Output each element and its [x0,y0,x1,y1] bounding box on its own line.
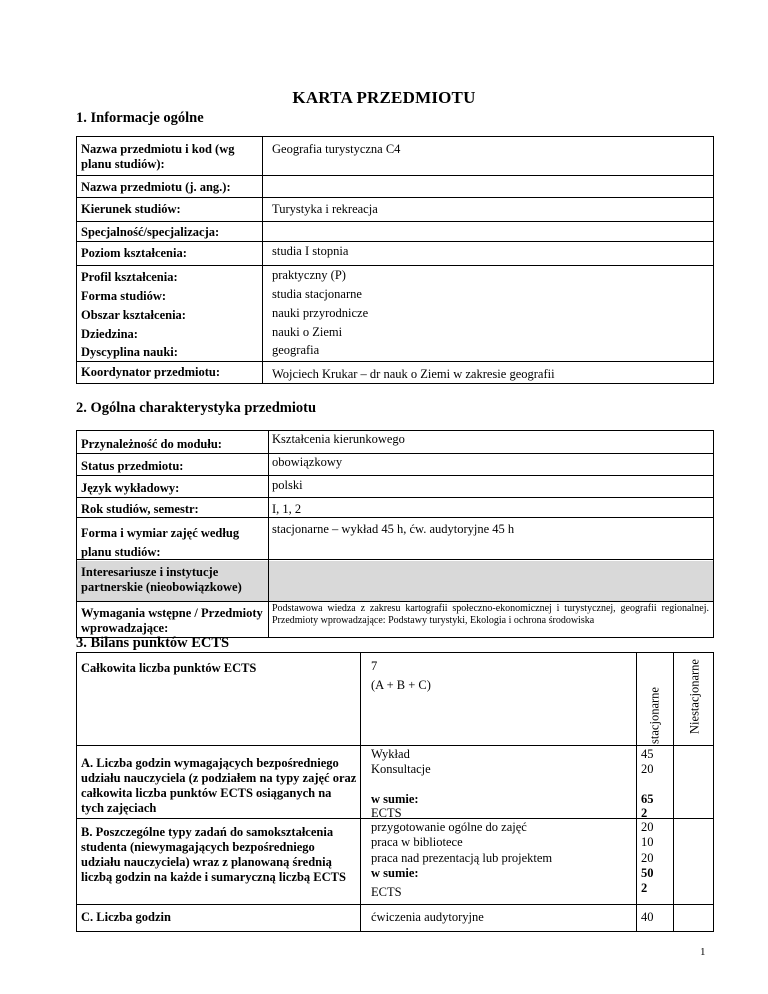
profile-label: Profil kształcenia: [81,270,178,284]
course-name-label: Nazwa przedmiotu i kod (wg planu studiów): [81,142,235,171]
ects-c-item: ćwiczenia audytoryjne [371,910,484,924]
area-label: Obszar kształcenia: [81,308,186,322]
ects-a-sum-value: 65 [641,792,654,806]
ects-table [76,652,714,932]
ects-b-value-library: 10 [641,835,654,849]
ects-a-ects-label: ECTS [371,806,402,820]
section1-heading: 1. Informacje ogólne [76,110,204,126]
ects-b-value-project: 20 [641,851,654,865]
module-label: Przynależność do modułu: [81,437,222,451]
domain-label: Dziedzina: [81,327,138,341]
field-of-study-label: Kierunek studiów: [81,202,181,216]
area-value: nauki przyrodnicze [272,306,369,320]
column-header-stacjonarne: stacjonarne [647,687,662,744]
coordinator-value: Wojciech Krukar – dr nauk o Ziemi w zakresie geografii [272,367,555,381]
ects-a-item-consultations: Konsultacje [371,762,431,776]
prerequisites-value: Podstawowa wiedza z zakresu kartografii społeczno-ekonomicznej i turystycznej, geografii regionalnej. Przedmioty wprowadzające: Podstawy turystyki, Ekologia i ochrona środowiska [272,603,709,626]
status-value: obowiązkowy [272,455,343,469]
section3-heading: 3. Bilans punktów ECTS [76,635,230,651]
class-form-value: stacjonarne – wykład 45 h, ćw. audytoryjne 45 h [272,522,515,536]
general-info-table [76,136,714,384]
ects-b-item-library: praca w bibliotece [371,835,463,849]
ects-formula: (A + B + C) [371,678,431,692]
ects-b-sum-label: w sumie: [371,866,419,880]
document-title: KARTA PRZEDMIOTU [292,88,476,107]
class-form-label: Forma i wymiar zajęć według planu studiów: [81,526,240,559]
ects-total-value: 7 [371,659,378,673]
ects-b-ects-value: 2 [641,881,648,895]
ects-c-label: C. Liczba godzin [81,910,171,924]
language-label: Język wykładowy: [81,481,180,495]
study-form-value: studia stacjonarne [272,287,362,301]
ects-a-value-consultations: 20 [641,762,654,776]
page-number: 1 [700,946,706,958]
module-value: Kształcenia kierunkowego [272,432,405,446]
language-value: polski [272,478,303,492]
ects-b-item-project: praca nad prezentacją lub projektem [371,851,553,865]
ects-a-value-lecture: 45 [641,747,654,761]
stakeholders-label: Interesariusze i instytucje partnerskie (nieobowiązkowe) [81,565,242,594]
year-semester-label: Rok studiów, semestr: [81,502,199,516]
field-of-study-value: Turystyka i rekreacja [272,202,378,216]
ects-total-label: Całkowita liczba punktów ECTS [81,661,257,675]
discipline-label: Dyscyplina nauki: [81,345,178,359]
column-header-niestacjonarne: Niestacjonarne [687,659,702,734]
ects-b-sum-value: 50 [641,866,654,880]
prerequisites-label: Wymagania wstępne / Przedmioty wprowadzające: [81,606,263,635]
education-level-label: Poziom kształcenia: [81,246,187,260]
coordinator-label: Koordynator przedmiotu: [81,365,220,379]
specialization-label: Specjalność/specjalizacja: [81,225,220,239]
course-name-en-label: Nazwa przedmiotu (j. ang.): [81,180,231,194]
ects-a-item-lecture: Wykład [371,747,410,761]
ects-c-value: 40 [641,910,654,924]
ects-b-value-preparation: 20 [641,820,654,834]
discipline-value: geografia [272,343,320,357]
characteristics-table [76,430,714,638]
ects-b-item-preparation: przygotowanie ogólne do zajęć [371,820,527,834]
ects-a-ects-value: 2 [641,806,648,820]
study-form-label: Forma studiów: [81,289,167,303]
ects-a-sum-label: w sumie: [371,792,419,806]
course-name-value: Geografia turystyczna C4 [272,142,401,156]
status-label: Status przedmiotu: [81,459,184,473]
ects-b-label: B. Poszczególne typy zadań do samokształcenia studenta (niewymagających bezpośredniego udziału nauczyciela) wraz z planowaną średnią liczbą godzin na każde i sumaryczną liczbą ECTS [81,825,346,884]
ects-a-label: A. Liczba godzin wymagających bezpośredniego udziału nauczyciela (z podziałem na typy zajęć oraz całkowita liczba punktów ECTS osiąganych na tych zajęciach [81,756,357,815]
ects-b-ects-label: ECTS [371,885,402,899]
section2-heading: 2. Ogólna charakterystyka przedmiotu [76,400,317,416]
education-level-value: studia I stopnia [272,244,349,258]
domain-value: nauki o Ziemi [272,325,343,339]
year-semester-value: I, 1, 2 [272,502,302,516]
profile-value: praktyczny (P) [272,268,346,282]
